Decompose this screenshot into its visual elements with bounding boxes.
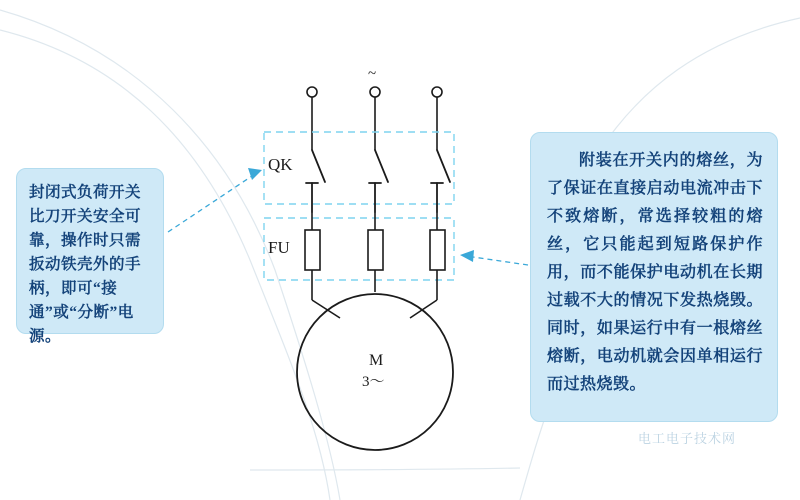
callout-left-text: 封闭式负荷开关比刀开关安全可靠，操作时只需扳动铁壳外的手柄，即可“接通”或“分断”电源。: [29, 184, 142, 345]
right-callout-leader: [466, 256, 528, 265]
callout-right-text: 附装在开关内的熔丝，为了保证在直接启动电流冲击下不致熔断，常选择较粗的熔丝，它只能起到短路保护作用，而不能保护电动机在长期过载不大的情况下发热烧毁。同时，如果运行中有一根熔丝熔断，电动机就会因单相运行而过热烧毁。: [547, 152, 763, 393]
switch-label: QK: [268, 155, 293, 174]
watermark: 电工电子技术网: [638, 431, 737, 446]
left-callout-leader: [168, 172, 258, 232]
ac-supply-label: ~: [368, 66, 377, 82]
fuse-label: FU: [268, 238, 290, 257]
right-callout-arrowhead: [460, 250, 474, 262]
supply-lines: [312, 97, 437, 150]
motor-label: M: [369, 352, 384, 369]
callout-right: [530, 132, 778, 422]
motor-phase-label: 3～: [362, 374, 385, 390]
fuse-dashed-box: [264, 218, 454, 280]
supply-terminals: [307, 87, 442, 97]
knife-switch-poles: [306, 150, 450, 212]
fuse-bodies: [305, 230, 445, 270]
callout-left: [16, 168, 164, 345]
left-callout-arrowhead: [248, 168, 262, 180]
